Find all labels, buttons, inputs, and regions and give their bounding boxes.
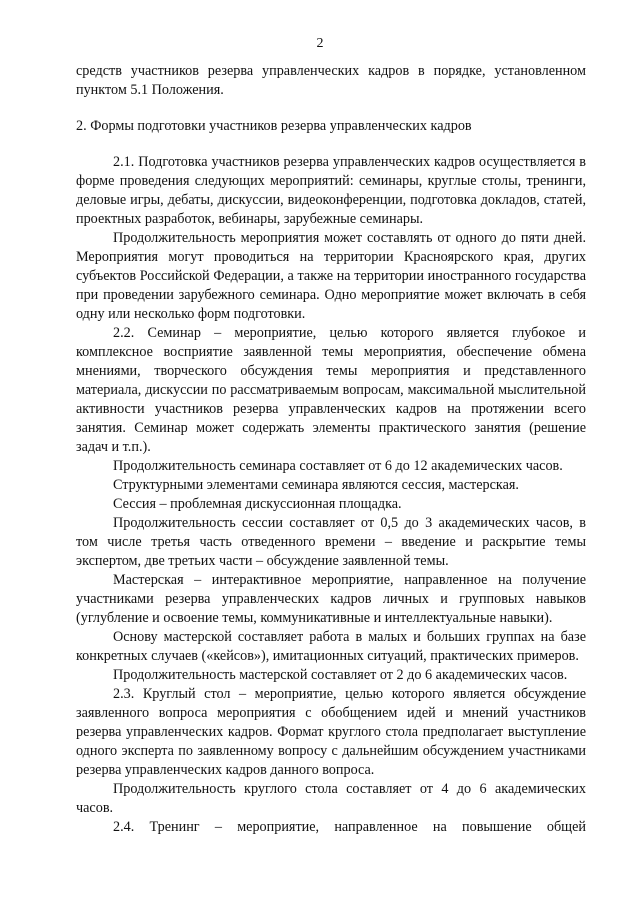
document-body [76, 62, 586, 837]
paragraph-round-table-duration: Продолжительность круглого стола составляет от 4 до 6 академических часов. [76, 781, 586, 816]
paragraph-workshop: Мастерская – интерактивное мероприятие, направленное на получение участниками резерва управленческих кадров личных и групповых навыков (углубление и освоение темы, коммуникативные и интеллектуальные навыки). [76, 572, 586, 626]
paragraph-workshop-duration: Продолжительность мастерской составляет от 2 до 6 академических часов. [113, 667, 568, 683]
paragraph-seminar-elements: Структурными элементами семинара являются сессия, мастерская. [113, 477, 519, 493]
paragraph-2-3-round-table: 2.3. Круглый стол – мероприятие, целью которого является обсуждение заявленного вопроса мероприятия с обобщением идей и мнений участников резерва управленческих кадров. Формат круглого стола предполагает выступление одного эксперта по заявленному вопросу с дальнейшим обсуждением участниками резерва управленческих кадров данного вопроса. [76, 686, 586, 778]
paragraph-duration-event: Продолжительность мероприятия может составлять от одного до пяти дней. Мероприятия могут проводиться на территории Красноярского края, других субъектов Российской Федерации, а также на территории иностранного государства при проведении зарубежного семинара. Одно мероприятие может включать в себя одну или несколько форм подготовки. [76, 230, 586, 322]
paragraph-2-1: 2.1. Подготовка участников резерва управленческих кадров осуществляется в форме проведения следующих мероприятий: семинары, круглые столы, тренинги, деловые игры, дебаты, дискуссии, видеоконференции, подготовка докладов, статей, проектных разработок, вебинары, зарубежные семинары. [76, 154, 586, 227]
paragraph-workshop-basis: Основу мастерской составляет работа в малых и больших группах на базе конкретных случаев («кейсов»), имитационных ситуаций, практических примеров. [76, 629, 586, 664]
paragraph-2-2-seminar: 2.2. Семинар – мероприятие, целью которого является глубокое и комплексное восприятие заявленной темы мероприятия, обеспечение обмена мнениями, творческого обсуждения темы мероприятия и представленного материала, дискуссии по рассматриваемым вопросам, максимальной мыслительной активности участников резерва управленческих кадров на протяжении всего занятия. Семинар может содержать элементы практического занятия (решение задач и т.п.). [76, 325, 586, 455]
paragraph-session-duration: Продолжительность сессии составляет от 0,5 до 3 академических часов, в том числе третья часть отведенного времени – введение и раскрытие темы экспертом, две третьих части – обсуждение заявленной темы. [76, 515, 586, 569]
continuation-paragraph: средств участников резерва управленческих кадров в порядке, установленном пунктом 5.1 Положения. [76, 63, 586, 98]
paragraph-2-4-training: 2.4. Тренинг – мероприятие, направленное на повышение общей [113, 819, 586, 835]
paragraph-session: Сессия – проблемная дискуссионная площадка. [113, 496, 402, 512]
paragraph-seminar-duration: Продолжительность семинара составляет от 6 до 12 академических часов. [113, 458, 563, 474]
page-number: 2 [316, 36, 324, 51]
section-heading: 2. Формы подготовки участников резерва управленческих кадров [76, 118, 472, 134]
